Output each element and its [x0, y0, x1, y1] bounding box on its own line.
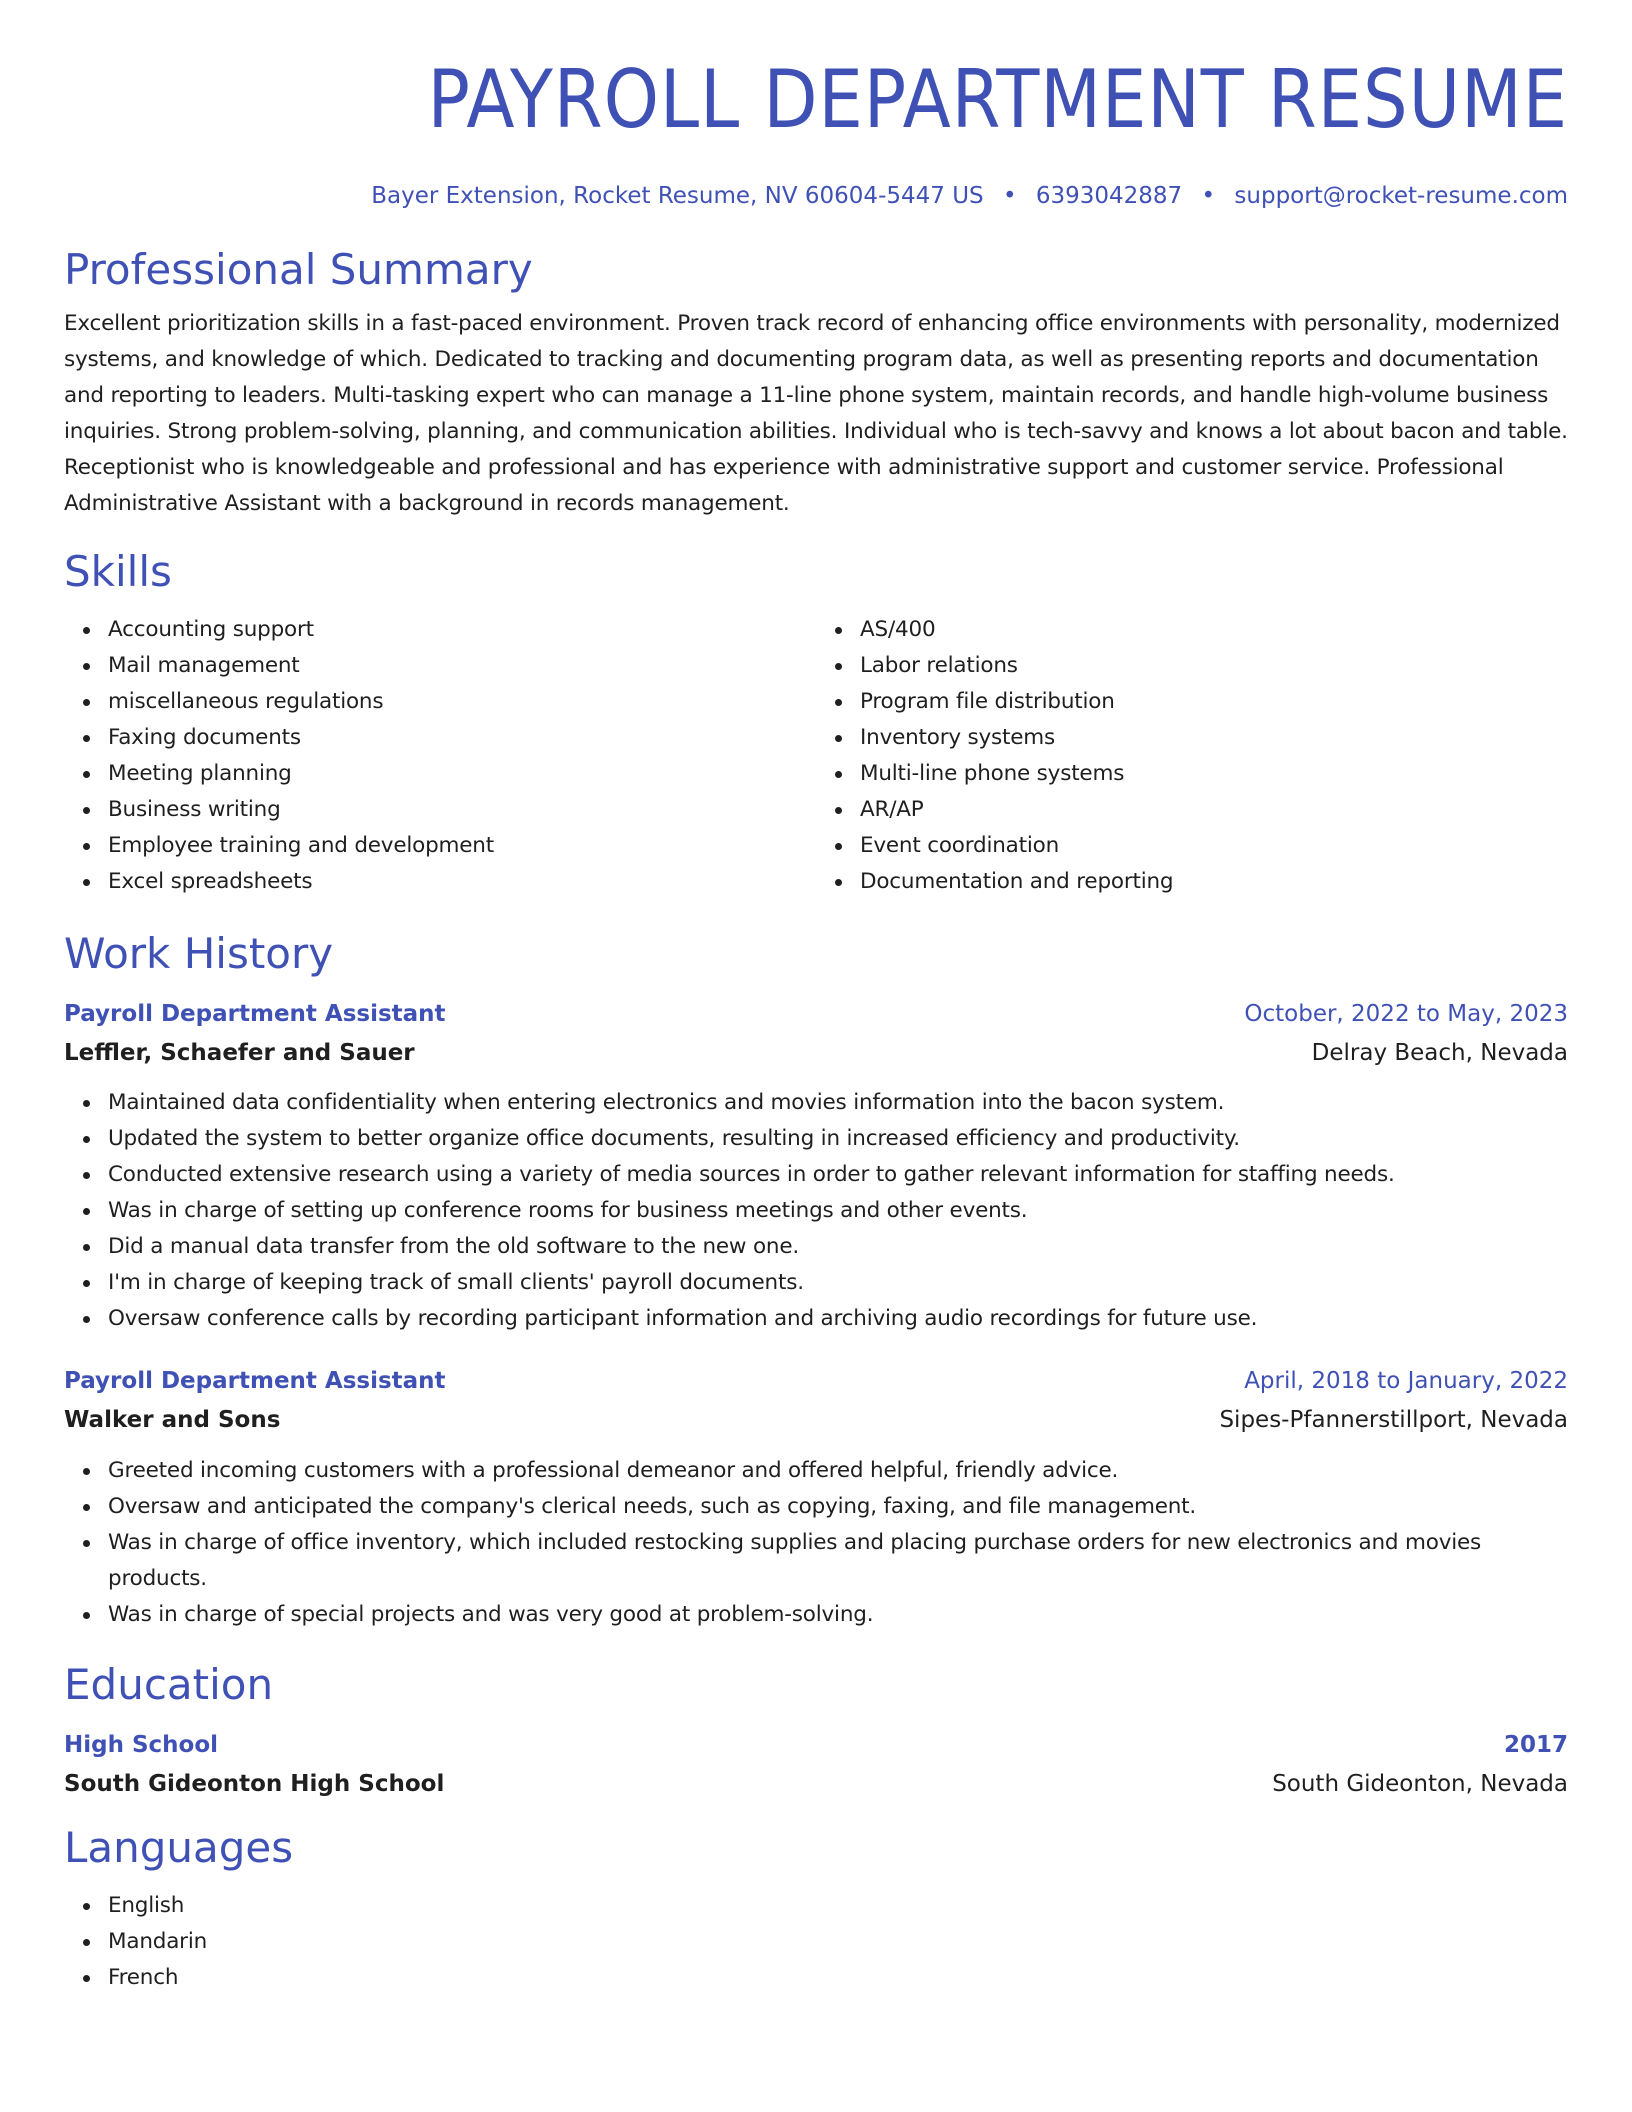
- language-item: French: [108, 1960, 1568, 1996]
- skill-item: Documentation and reporting: [860, 864, 1568, 900]
- resume-title: PAYROLL DEPARTMENT RESUME: [427, 53, 1568, 146]
- skill-item: Program file distribution: [860, 684, 1568, 720]
- skill-item: Meeting planning: [108, 756, 816, 792]
- job-bullet: Greeted incoming customers with a professional demeanor and offered helpful, friendly advice.: [108, 1453, 1568, 1489]
- education-subheader: [64, 1766, 1568, 1802]
- job-bullet: Maintained data confidentiality when entering electronics and movies information into the bacon system.: [108, 1085, 1568, 1121]
- contact-phone: 6393042887: [1035, 183, 1183, 209]
- languages-heading: Languages: [64, 1823, 294, 1872]
- job-location: Sipes-Pfannerstillport, Nevada: [1219, 1407, 1568, 1433]
- job-dates: October, 2022 to May, 2023: [1244, 1001, 1568, 1027]
- job-bullet: Conducted extensive research using a variety of media sources in order to gather relevant information for staffing needs.: [108, 1157, 1568, 1193]
- job-role: Payroll Department Assistant: [64, 1001, 446, 1027]
- contact-separator: •: [1201, 183, 1216, 209]
- skills-list: [64, 612, 1568, 900]
- education-heading: Education: [64, 1660, 274, 1709]
- education-header: [64, 1727, 1568, 1763]
- skill-item: Multi-line phone systems: [860, 756, 1568, 792]
- contact-address: Bayer Extension, Rocket Resume, NV 60604-5447 US: [371, 183, 984, 209]
- job-bullet: I'm in charge of keeping track of small clients' payroll documents.: [108, 1265, 1568, 1301]
- job-bullet: Was in charge of special projects and was very good at problem-solving.: [108, 1597, 1568, 1633]
- skill-item: Business writing: [108, 792, 816, 828]
- education-entry: [64, 1727, 1568, 1802]
- job-header: [64, 1363, 1568, 1399]
- job-company: Walker and Sons: [64, 1407, 281, 1433]
- skill-item: miscellaneous regulations: [108, 684, 816, 720]
- languages-list: [64, 1888, 1568, 1996]
- education-location: South Gideonton, Nevada: [1272, 1771, 1568, 1797]
- job-role: Payroll Department Assistant: [64, 1368, 446, 1394]
- job-bullet: Updated the system to better organize office documents, resulting in increased efficiency and productivity.: [108, 1121, 1568, 1157]
- language-item: Mandarin: [108, 1924, 1568, 1960]
- job-bullet: Oversaw and anticipated the company's clerical needs, such as copying, faxing, and file management.: [108, 1489, 1568, 1525]
- skill-item: Event coordination: [860, 828, 1568, 864]
- education-degree: High School: [64, 1732, 219, 1758]
- skill-item: AS/400: [860, 612, 1568, 648]
- summary-heading: Professional Summary: [64, 245, 533, 294]
- job-location: Delray Beach, Nevada: [1311, 1040, 1568, 1066]
- contact-separator: •: [1002, 183, 1017, 209]
- language-item: English: [108, 1888, 1568, 1924]
- skills-column-right: [816, 612, 1568, 900]
- job-bullet: Did a manual data transfer from the old software to the new one.: [108, 1229, 1568, 1265]
- skill-item: Labor relations: [860, 648, 1568, 684]
- skills-heading: Skills: [64, 547, 172, 596]
- job-bullet: Was in charge of setting up conference rooms for business meetings and other events.: [108, 1193, 1568, 1229]
- job-company: Leffler, Schaefer and Sauer: [64, 1040, 415, 1066]
- skill-item: Inventory systems: [860, 720, 1568, 756]
- job-dates: April, 2018 to January, 2022: [1244, 1368, 1568, 1394]
- education-year: 2017: [1503, 1732, 1568, 1758]
- skill-item: Mail management: [108, 648, 816, 684]
- job-bullets: [64, 1085, 1568, 1337]
- job-entry: [64, 996, 1568, 1337]
- work-history-heading: Work History: [64, 929, 334, 978]
- job-bullets: [64, 1453, 1568, 1633]
- skill-item: Faxing documents: [108, 720, 816, 756]
- job-bullet: Oversaw conference calls by recording participant information and archiving audio recordings for future use.: [108, 1301, 1568, 1337]
- skill-item: Accounting support: [108, 612, 816, 648]
- job-entry: [64, 1363, 1568, 1633]
- job-subheader: [64, 1035, 1568, 1071]
- skill-item: Employee training and development: [108, 828, 816, 864]
- job-header: [64, 996, 1568, 1032]
- skill-item: Excel spreadsheets: [108, 864, 816, 900]
- contact-email: support@rocket-resume.com: [1234, 183, 1568, 209]
- skill-item: AR/AP: [860, 792, 1568, 828]
- summary-text: Excellent prioritization skills in a fast-paced environment. Proven track record of enhancing office environments with personality, modernized systems, and knowledge of which. Dedicated to tracking and documenting program data, as well as presenting reports and documentation and reporting to leaders. Multi-tasking expert who can manage a 11-line phone system, maintain records, and handle high-volume business inquiries. Strong problem-solving, planning, and communication abilities. Individual who is tech-savvy and knows a lot about bacon and table. Receptionist who is knowledgeable and professional and has experience with administrative support and customer service. Professional Administrative Assistant with a background in records management.: [64, 311, 1568, 516]
- job-subheader: [64, 1402, 1568, 1438]
- education-school: South Gideonton High School: [64, 1771, 445, 1797]
- skills-column-left: [64, 612, 816, 900]
- contact-line: [64, 180, 1568, 212]
- job-bullet: Was in charge of office inventory, which included restocking supplies and placing purchase orders for new electronics and movies products.: [108, 1525, 1568, 1597]
